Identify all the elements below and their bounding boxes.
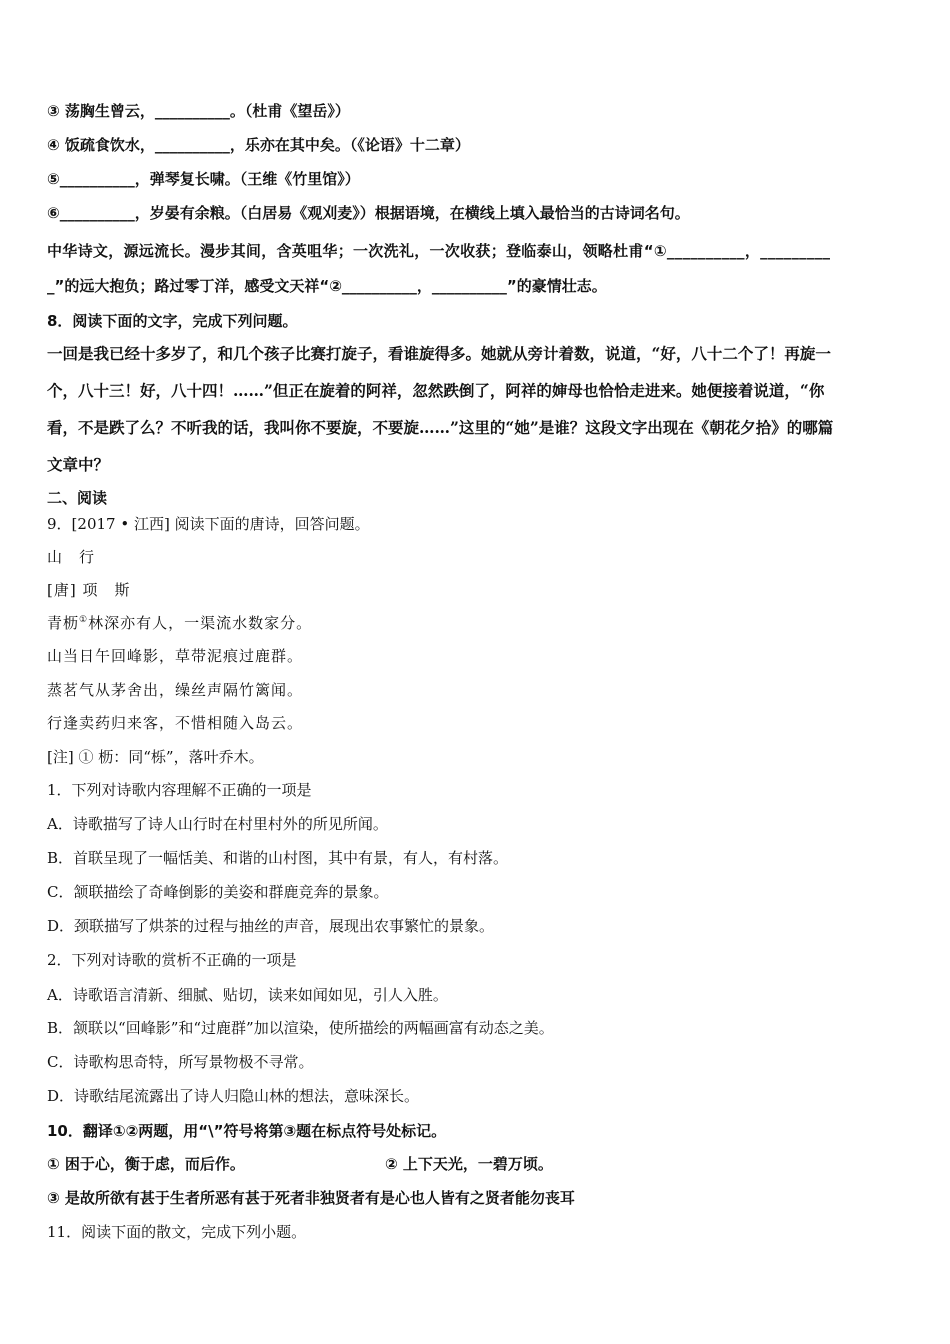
q7-item-3: ③ 荡胸生曾云，__________。（杜甫《望岳》） <box>47 102 350 120</box>
q9-1-option-a: A．诗歌描写了诗人山行时在村里村外的所见所闻。 <box>47 815 388 833</box>
q8-title: 8．阅读下面的文字，完成下列问题。 <box>47 312 298 330</box>
q8-passage-line-4: 文章中？ <box>47 455 110 474</box>
poem-line-3: 蒸茗气从茅舍出，缲丝声隔竹篱闻。 <box>47 681 304 699</box>
q9-2-option-d: D．诗歌结尾流露出了诗人归隐山林的想法，意味深长。 <box>47 1087 420 1105</box>
q8-passage-line-1: 一回是我已经十多岁了，和几个孩子比赛打旋子，看谁旋得多。她就从旁计着数，说道，“好，八十二个了！再旋一 <box>47 344 831 363</box>
footnote-marker: ① <box>79 615 89 625</box>
q7-context-line-1: 中华诗文，源远流长。漫步其间，含英咀华；一次洗礼，一次收获；登临泰山，领略杜甫“①__________，_________ <box>47 242 831 260</box>
q8-passage-line-3: 看，不是跌了么？不听我的话，我叫你不要旋，不要旋……”这里的“她”是谁？这段文字出现在《朝花夕拾》的哪篇 <box>47 418 834 437</box>
q7-item-4: ④ 饭疏食饮水，__________，乐亦在其中矣。（《论语》十二章） <box>47 136 470 154</box>
q9-2-option-b: B．颔联以“回峰影”和“过鹿群”加以渲染，使所描绘的两幅画富有动态之美。 <box>47 1019 554 1037</box>
poem-line-1-start: 青枥 <box>47 614 80 632</box>
q7-context-line-2: _”的远大抱负；路过零丁洋，感受文天祥“②__________，__________”的豪情壮志。 <box>47 277 607 295</box>
poem-line-2: 山当日午回峰影，草带泥痕过鹿群。 <box>47 647 304 665</box>
q9-1-stem: 1．下列对诗歌内容理解不正确的一项是 <box>47 781 312 799</box>
q9-1-option-d: D．颈联描写了烘茶的过程与抽丝的声音，展现出农事繁忙的景象。 <box>47 917 495 935</box>
poem-author: [唐] 项 斯 <box>47 581 131 599</box>
q9-1-option-b: B．首联呈现了一幅恬美、和谐的山村图，其中有景，有人，有村落。 <box>47 849 509 867</box>
q10-item-1: ① 困于心，衡于虑，而后作。 <box>47 1155 245 1173</box>
q9-2-option-a: A．诗歌语言清新、细腻、贴切，读来如闻如见，引人入胜。 <box>47 986 448 1004</box>
q7-item-5: ⑤__________，弹琴复长啸。（王维《竹里馆》） <box>47 170 360 188</box>
poem-line-4: 行逢卖药归来客，不惜相随入岛云。 <box>47 714 304 732</box>
q10-title: 10．翻译①②两题，用“\”符号将第③题在标点符号处标记。 <box>47 1122 447 1140</box>
q11-title: 11．阅读下面的散文，完成下列小题。 <box>47 1223 307 1241</box>
q9-2-option-c: C．诗歌构思奇特，所写景物极不寻常。 <box>47 1053 314 1071</box>
section-heading: 二、阅读 <box>47 489 108 507</box>
q10-item-3: ③ 是故所欲有甚于生者所恶有甚于死者非独贤者有是心也人皆有之贤者能勿丧耳 <box>47 1189 575 1207</box>
poem-note: [注] ① 枥：同“栎”，落叶乔木。 <box>47 748 264 766</box>
q10-items-row <box>47 1154 553 1174</box>
q9-title: 9．[2017 • 江西] 阅读下面的唐诗，回答问题。 <box>47 515 370 533</box>
poem-line-1 <box>47 613 312 633</box>
poem-line-1-end: 林深亦有人，一渠流水数家分。 <box>88 614 313 632</box>
q8-passage-line-2: 个，八十三！好，八十四！……”但正在旋着的阿祥，忽然跌倒了，阿祥的婶母也恰恰走进来。她便接着说道，“你 <box>47 381 825 400</box>
q9-2-stem: 2．下列对诗歌的赏析不正确的一项是 <box>47 951 297 969</box>
q9-1-option-c: C．颔联描绘了奇峰倒影的美姿和群鹿竞奔的景象。 <box>47 883 389 901</box>
poem-title: 山 行 <box>47 548 96 566</box>
q7-item-6: ⑥__________，岁晏有余粮。（白居易《观刈麦》）根据语境，在横线上填入最恰当的古诗词名句。 <box>47 204 690 222</box>
q10-item-2: ② 上下天光，一碧万顷。 <box>384 1155 553 1173</box>
